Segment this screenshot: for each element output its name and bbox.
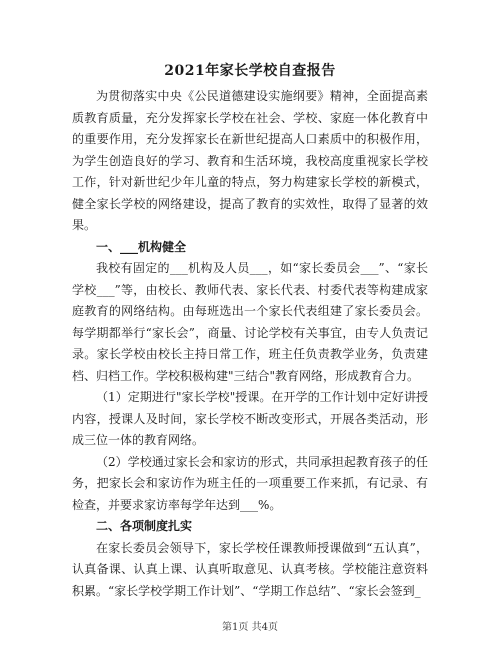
intro-paragraph: 为贯彻落实中央《公民道德建设实施纲要》精神，全面提高素质教育质量，充分发挥家长学校在社会、学校、家庭一体化教育中的重要作用，充分发挥家长在新世纪提高人口素质中的积极作用，为学生创造良好的学习、教育和生活环境，我校高度重视家长学校工作，针对新世纪少年儿童的特点，努力构建家长学校的新模式，健全家长学校的网络建设，提高了教育的实效性，取得了显著的效果。 <box>72 89 428 232</box>
section-2-paragraph: 在家长委员会领导下，家长学校任课教师授课做到“五认真”，认真备课、认真上课、认真听取意见、认真考核。学校能注意资料积累。“家长学校学期工作计划”、“学期工作总结”、“家长会签到_ <box>72 540 428 598</box>
section-1-item-2: （2）学校通过家长会和家访的形式，共同承担起教育孩子的任务，把家长会和家访作为班主任的一项重要工作来抓，有记录、有检查，并要求家访率每学年达到___%。 <box>72 454 428 512</box>
section-heading-2: 二、各项制度扎实 <box>96 519 193 533</box>
document-body <box>72 86 428 602</box>
document-title: 2021年家长学校自查报告 <box>164 63 336 79</box>
section-1-item-1: （1）定期进行"家长学校"授课。在开学的工作计划中定好讲授内容，授课人及时间，家长学校不断改变形式，开展各类活动，形成三位一体的教育网络。 <box>72 390 428 447</box>
section-heading-1: 一、___机构健全 <box>96 239 187 254</box>
section-1-paragraph: 我校有固定的___机构及人员___，如“家长委员会___”、“家长学校___”等，由校长、教师代表、家长代表、村委代表等构建成家庭教育的网络结构。由每班选出一个家长代表组建了家长委员会。每学期都举行“家长会”，商量、讨论学校有关事宜，由专人负责记录。家长学校由校长主持日常工作，班主任负责教学业务，负责建档、归档工作。学校积极构建"三结合"教育网络，形成教育合力。 <box>72 261 428 383</box>
page-footer: 第1页 共4页 <box>222 622 278 633</box>
